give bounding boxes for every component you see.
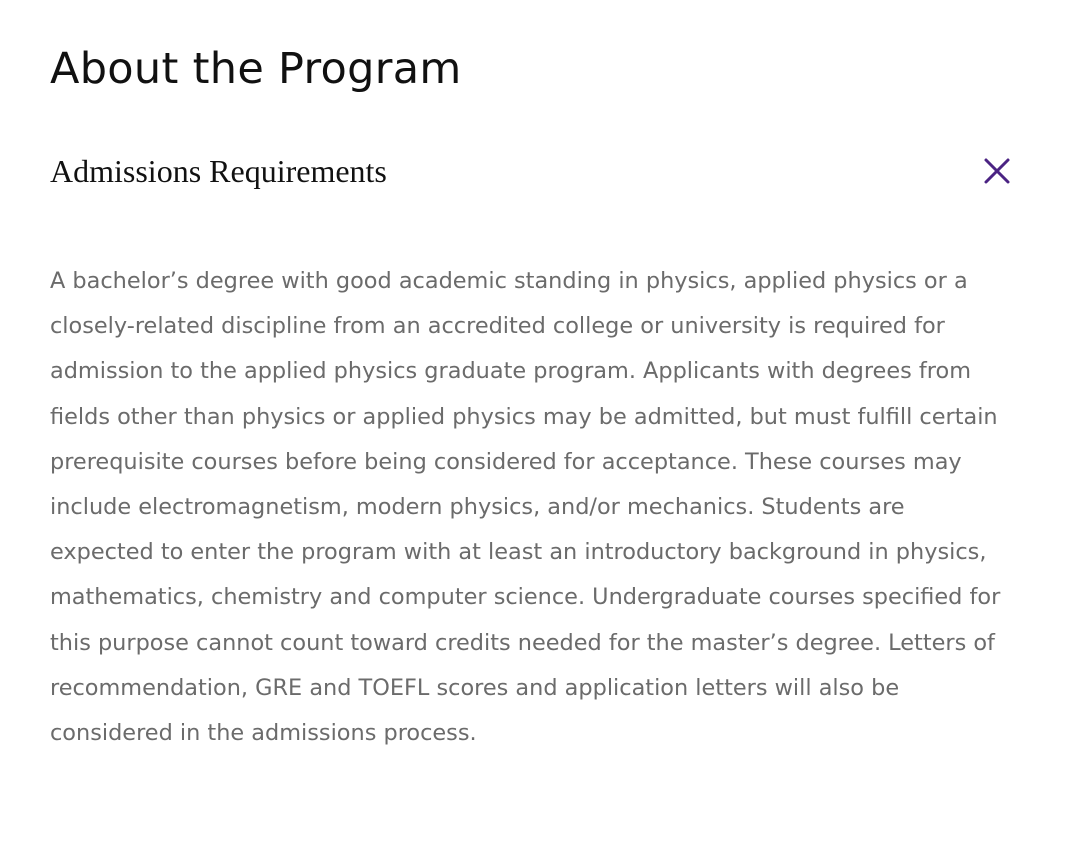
page-title: About the Program bbox=[50, 44, 462, 94]
close-icon bbox=[983, 157, 1011, 185]
admissions-requirements-text: A bachelor’s degree with good academic standing in physics, applied physics or a closely-related discipline from an accredited college or university is required for admission to the applied physics graduate program. Applicants with degrees from fields other than physics or applied physics may be admitted, but must fulfill certain prerequisite courses before being considered for acceptance. These courses may include electromagnetism, modern physics, and/or mechanics. Students are expected to enter the program with at least an introductory background in physics, mathematics, chemistry and computer science. Undergraduate courses specified for this purpose cannot count toward credits needed for the master’s degree. Letters of recommendation, GRE and TOEFL scores and application letters will also be considered in the admissions process. bbox=[50, 268, 1001, 747]
collapse-button[interactable] bbox=[974, 148, 1020, 194]
accordion-header-admissions[interactable] bbox=[50, 148, 1010, 194]
accordion-title: Admissions Requirements bbox=[50, 153, 387, 189]
